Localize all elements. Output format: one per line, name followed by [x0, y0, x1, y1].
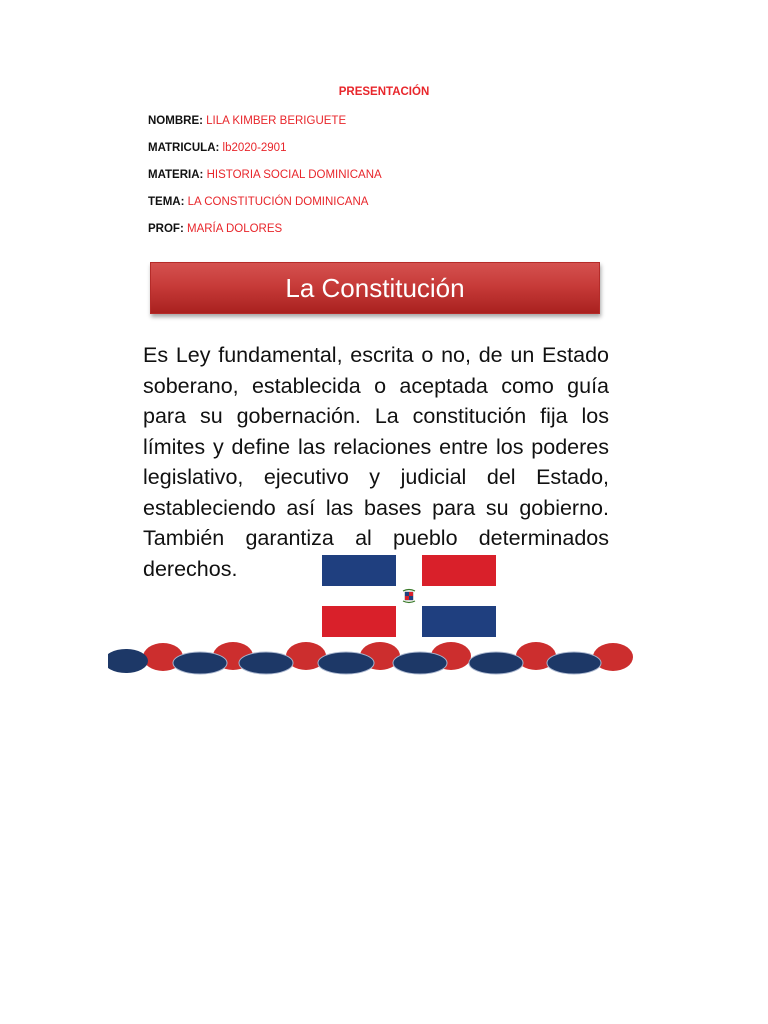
- subject-label: MATERIA:: [148, 169, 204, 181]
- blue-bead: [239, 652, 293, 674]
- blue-bead: [547, 652, 601, 674]
- presentation-title: PRESENTACIÓN: [338, 86, 430, 98]
- dominican-flag-image: [322, 555, 496, 639]
- coat-of-arms-icon: [401, 588, 417, 604]
- matricula-row: [148, 142, 286, 154]
- constitution-banner: [150, 262, 600, 314]
- subject-row: [148, 169, 382, 181]
- blue-bead: [173, 652, 227, 674]
- professor-row: [148, 223, 282, 235]
- flag-quarter-blue: [322, 555, 396, 586]
- matricula-value: lb2020-2901: [222, 142, 287, 154]
- topic-value: LA CONSTITUCIÓN DOMINICANA: [187, 196, 369, 208]
- flag-quarter-blue: [422, 606, 496, 637]
- topic-row: [148, 196, 368, 208]
- blue-bead: [469, 652, 523, 674]
- blue-bead: [318, 652, 374, 674]
- matricula-label: MATRICULA:: [148, 142, 220, 154]
- subject-value: HISTORIA SOCIAL DOMINICANA: [206, 169, 382, 181]
- blue-bead: [108, 649, 148, 673]
- decorative-bead-border: [108, 640, 636, 676]
- definition-paragraph: Es Ley fundamental, escrita o no, de un Estado soberano, establecida o aceptada como guía para su gobernación. La constitución fija los límites y define las relaciones entre los poderes legislativo, ejecutivo y judicial del Estado, estableciendo así las bases para su gobierno. También garantiza al pueblo determinados derechos.: [143, 343, 609, 581]
- professor-value: MARÍA DOLORES: [186, 223, 283, 235]
- professor-label: PROF:: [148, 223, 184, 235]
- name-value: LILA KIMBER BERIGUETE: [206, 115, 347, 127]
- flag-quarter-red: [422, 555, 496, 586]
- name-label: NOMBRE:: [148, 115, 203, 127]
- flag-quarter-red: [322, 606, 396, 637]
- banner-title: La Constitución: [285, 272, 465, 303]
- topic-label: TEMA:: [148, 196, 185, 208]
- blue-bead: [393, 652, 447, 674]
- name-row: [148, 115, 346, 127]
